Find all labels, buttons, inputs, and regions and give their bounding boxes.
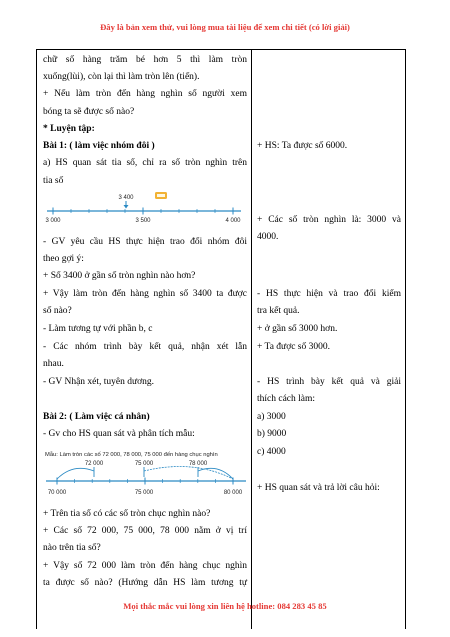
text-line: - Gv cho HS quan sát và phân tích mẫu:	[43, 429, 195, 439]
answer-line: + ở gần số 3000 hơn.	[257, 324, 338, 334]
answer-line: b) 9000	[257, 429, 287, 439]
answer-line: + HS quan sát và trả lời câu hỏi:	[257, 483, 380, 493]
text-line: nhau.	[43, 359, 64, 369]
hotline-notice: Mọi thắc mắc vui lòng xin liên hệ hotline: 084 283 45 85	[123, 601, 327, 611]
exercise-1-heading: Bài 1: ( làm việc nhóm đôi )	[43, 141, 155, 151]
text-line: số nào?	[43, 306, 72, 316]
rounding-arrow	[198, 468, 233, 479]
text-line: bóng ta sẽ được số nào?	[43, 107, 135, 117]
answer-line: tra kết quả.	[257, 306, 300, 316]
text-line: a) HS quan sát tia số, chỉ ra số tròn nghìn trên	[43, 158, 247, 168]
answer-line: - HS trình bày kết quả và giải	[257, 377, 401, 387]
rounding-arrow	[57, 468, 94, 479]
text-line: - GV yêu cầu HS thực hiện trao đổi nhóm đôi	[43, 237, 247, 247]
answer-line: + Các số tròn nghìn là: 3000 và	[257, 215, 401, 225]
tick-label: 4 000	[225, 218, 241, 224]
text-line: + Vậy làm tròn đến hàng nghìn số 3400 ta được	[43, 289, 247, 299]
exercise-2-heading: Bài 2: ( Làm việc cá nhân)	[43, 412, 150, 422]
sample-caption: Mẫu: Làm tròn các số 72 000, 78 000, 75 000 đến hàng chục nghìn	[45, 452, 218, 458]
text-line: theo gợi ý:	[43, 254, 84, 264]
answer-line: - HS thực hiện và trao đổi kiểm	[257, 289, 401, 299]
tag-icon	[155, 192, 167, 199]
answer-line: c) 4000	[257, 447, 286, 457]
text-line: - Làm tương tự với phần b, c	[43, 324, 153, 334]
text-line: chữ số hàng trăm bé hơn 5 thì làm tròn	[43, 55, 247, 65]
preview-notice: Đây là bản xem thử, vui lòng mua tài liệu để xem chi tiết (có lời giải)	[100, 22, 350, 32]
number-line-70000-80000	[43, 449, 250, 500]
marker-label: 75 000	[134, 461, 154, 467]
text-line: + Trên tia số có các số tròn chục nghìn nào?	[43, 509, 211, 519]
rounding-arrow	[144, 467, 233, 480]
marker-label: 3 400	[118, 195, 134, 201]
tick-label: 70 000	[47, 490, 67, 496]
marker-label: 72 000	[84, 461, 104, 467]
answer-line: 4000.	[257, 232, 279, 242]
answer-line: + HS: Ta được số 6000.	[257, 141, 348, 151]
column-divider	[251, 49, 252, 629]
text-line: + Vậy số 72 000 làm tròn đến hàng chục nghìn	[43, 561, 247, 571]
marker-label: 78 000	[188, 461, 208, 467]
tick-label: 80 000	[223, 490, 243, 496]
tick-label: 3 000	[45, 218, 61, 224]
answer-line: a) 3000	[257, 412, 286, 422]
text-line: xuống(lùi), còn lại thì làm tròn lên (tiến).	[43, 72, 200, 82]
answer-line: thích cách làm:	[257, 394, 316, 404]
answer-line: + Ta được số 3000.	[257, 342, 331, 352]
number-line-3000-4000	[43, 190, 248, 226]
text-line: + Các số 72 000, 75 000, 78 000 nằm ở vị trí	[43, 526, 247, 536]
text-line: + Số 3400 ở gần số tròn nghìn nào hơn?	[43, 271, 196, 281]
text-line: tia số	[43, 176, 64, 186]
tick-label: 75 000	[134, 490, 154, 496]
text-line: - GV Nhận xét, tuyên dương.	[43, 377, 155, 387]
text-line: ta được số nào? (Hướng dẫn HS làm tương tự	[43, 578, 247, 588]
text-line: + Nếu làm tròn đến hàng nghìn số người xem	[43, 89, 247, 99]
tick-label: 3 500	[135, 218, 151, 224]
text-line: - Các nhóm trình bày kết quả, nhận xét lẫn	[43, 342, 247, 352]
practice-heading: * Luyện tập:	[43, 124, 95, 134]
text-line: nào trên tia số?	[43, 543, 101, 553]
